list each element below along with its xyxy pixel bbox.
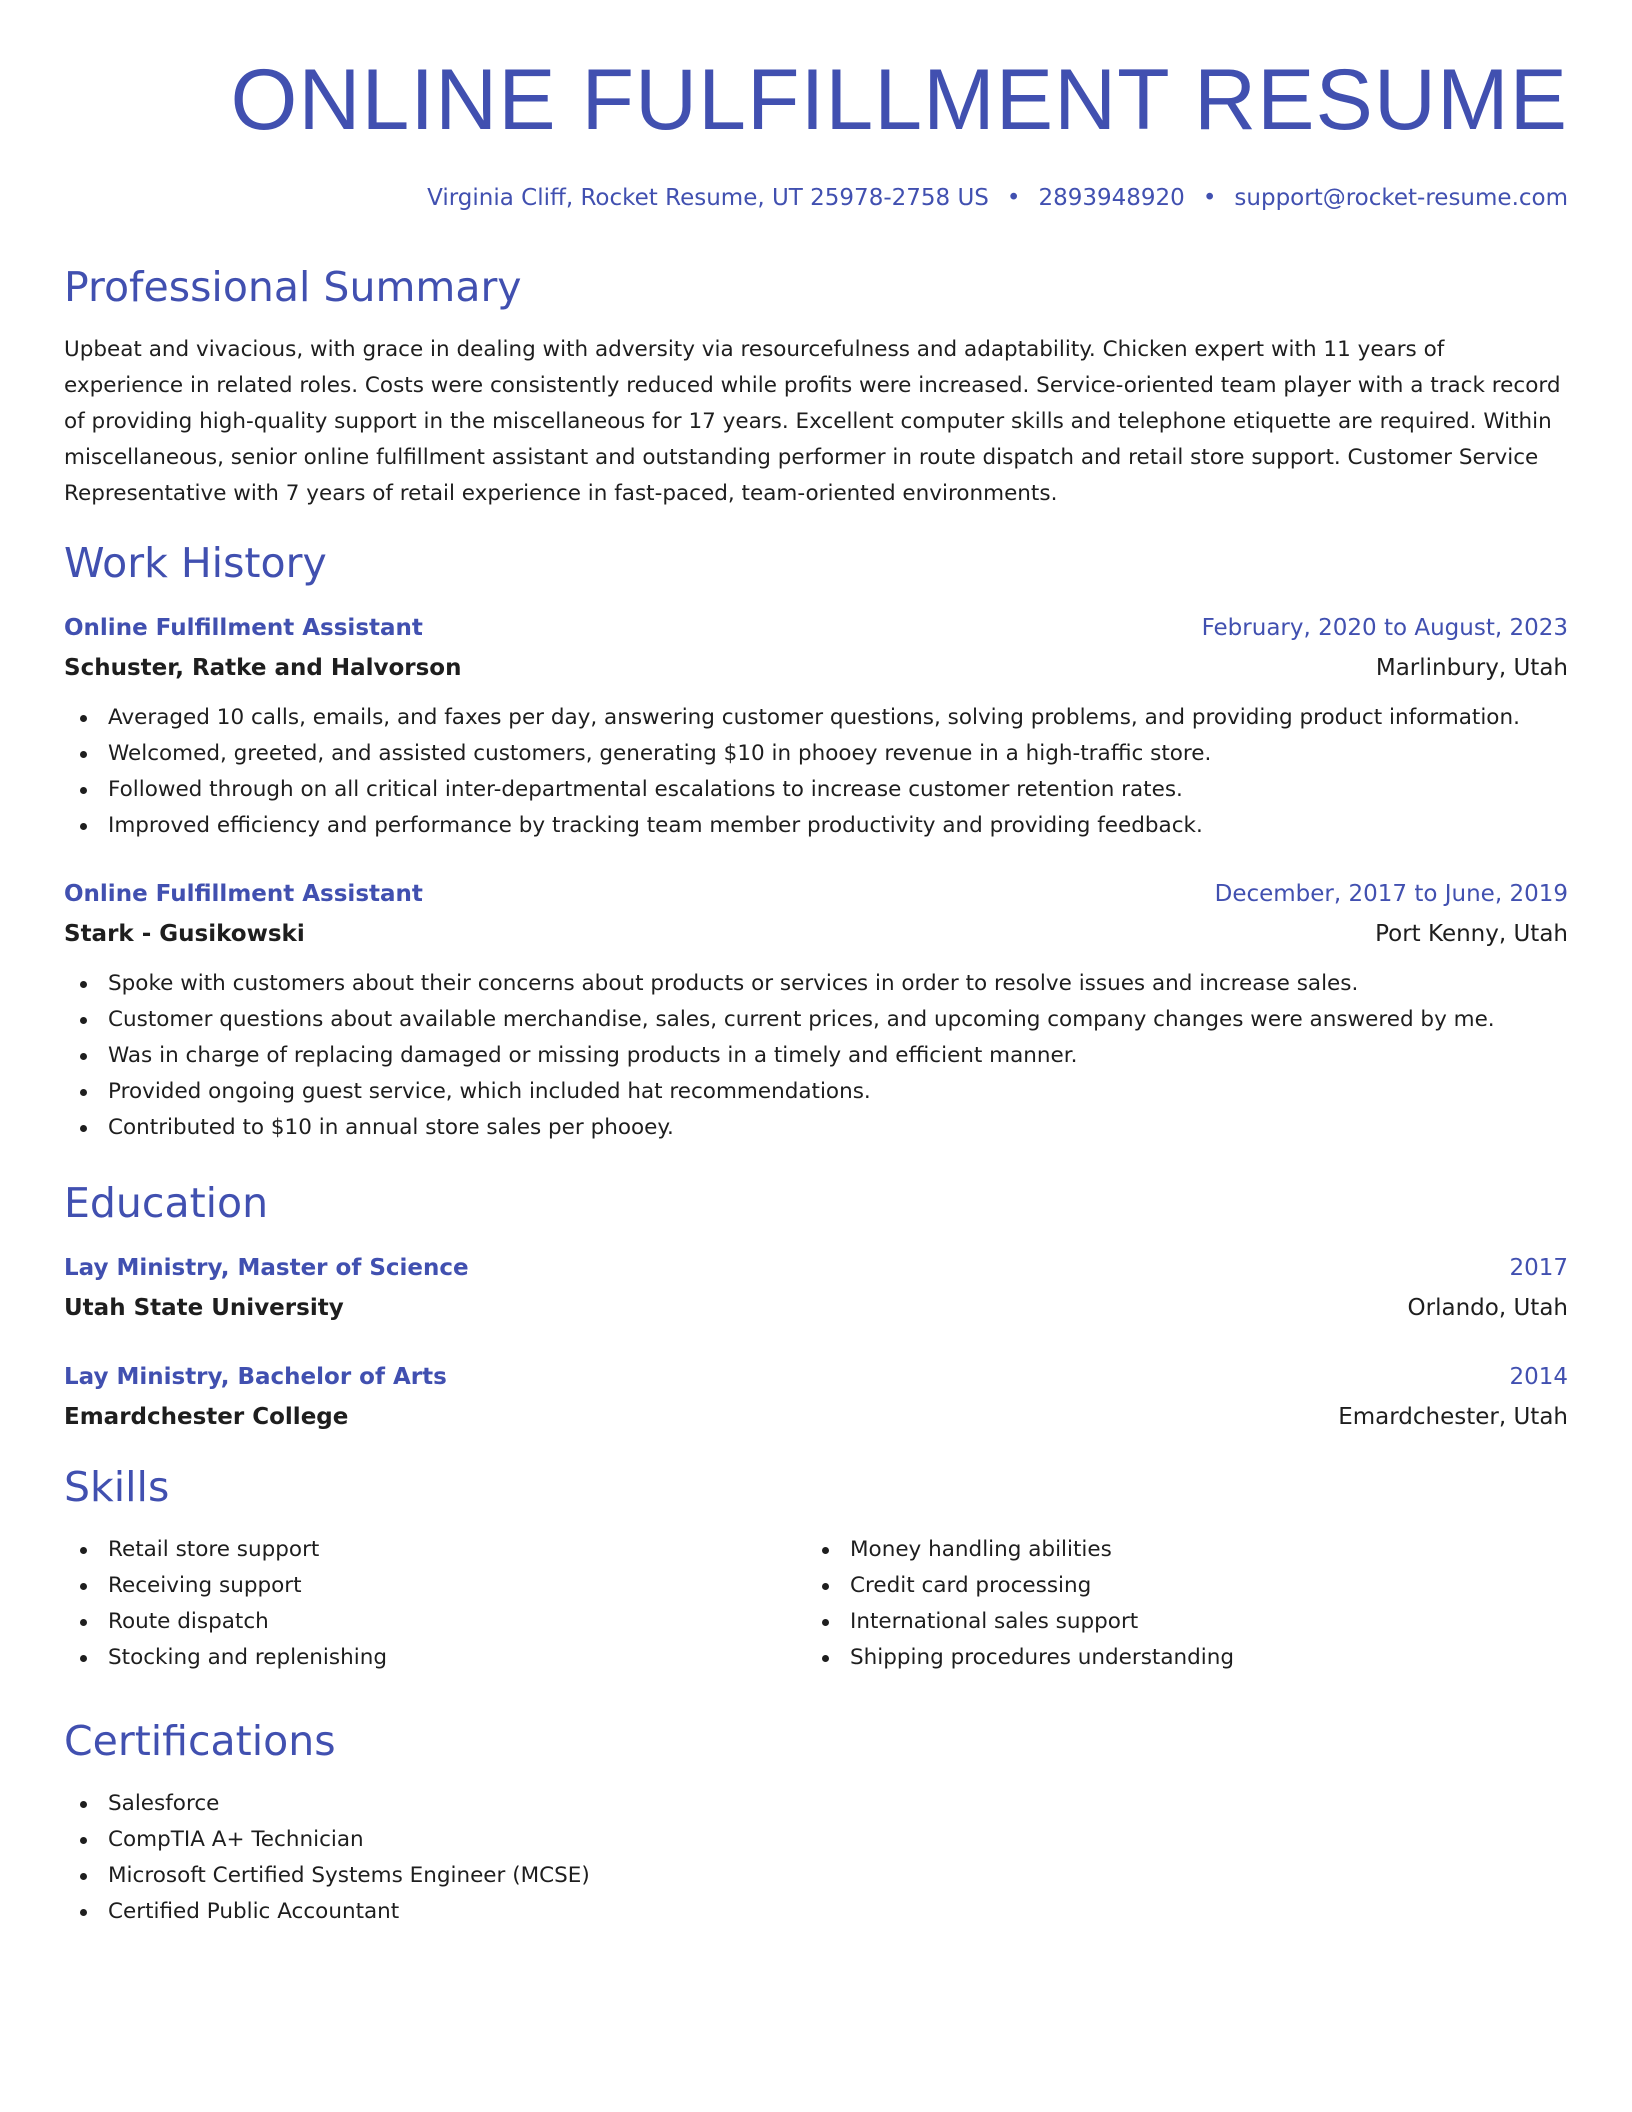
job-company: Stark - Gusikowski: [64, 921, 305, 947]
skill-item: Receiving support: [64, 1568, 387, 1604]
education-school-row: [64, 1399, 1568, 1435]
education-header: [64, 1359, 1568, 1395]
certification-item: Salesforce: [64, 1786, 590, 1822]
job-bullet: Provided ongoing guest service, which included hat recommendations.: [64, 1074, 1495, 1110]
contact-phone: 2893948920: [1038, 185, 1185, 211]
contact-address: Virginia Cliff, Rocket Resume, UT 25978-2758 US: [427, 185, 989, 211]
education-school-row: [64, 1290, 1568, 1326]
job-location: Port Kenny, Utah: [1375, 921, 1568, 947]
work-history-heading: Work History: [64, 539, 327, 587]
skill-item: Shipping procedures understanding: [806, 1640, 1234, 1676]
skill-item: Money handling abilities: [806, 1532, 1234, 1568]
job-bullet: Welcomed, greeted, and assisted customers, generating $10 in phooey revenue in a high-traffic store.: [64, 736, 1520, 772]
certification-item: Certified Public Accountant: [64, 1894, 590, 1930]
skills-list-left: [64, 1532, 387, 1676]
skill-item: Stocking and replenishing: [64, 1640, 387, 1676]
job-title: Online Fulfillment Assistant: [64, 615, 423, 641]
job-bullet: Customer questions about available merchandise, sales, current prices, and upcoming company changes were answered by me.: [64, 1002, 1495, 1038]
job-employer: [64, 916, 1568, 952]
contact-line: [427, 180, 1568, 216]
job-company: Schuster, Ratke and Halvorson: [64, 655, 462, 681]
skills-heading: Skills: [64, 1463, 170, 1511]
job-bullet: Contributed to $10 in annual store sales per phooey.: [64, 1110, 1495, 1146]
contact-email: support@rocket-resume.com: [1234, 185, 1568, 211]
job-bullets: [64, 966, 1495, 1146]
education-heading: Education: [64, 1179, 269, 1227]
summary-text: Upbeat and vivacious, with grace in dealing with adversity via resourcefulness and adaptability. Chicken expert with 11 years of experience in related roles. Costs were consistently reduced while profits were increased. Service-oriented team player with a track record of providing high-quality support in the miscellaneous for 17 years. Excellent computer skills and telephone etiquette are required. Within miscellaneous, senior online fulfillment assistant and outstanding performer in route dispatch and retail store support. Customer Service Representative with 7 years of retail experience in fast-paced, team-oriented environments.: [64, 337, 1561, 506]
job-bullet: Was in charge of replacing damaged or missing products in a timely and efficient manner.: [64, 1038, 1495, 1074]
resume-title: ONLINE FULFILLMENT RESUME: [230, 52, 1568, 148]
education-year: 2014: [1509, 1364, 1568, 1390]
skills-list-right: [806, 1532, 1234, 1676]
certifications-heading: Certifications: [64, 1717, 336, 1765]
skill-item: Route dispatch: [64, 1604, 387, 1640]
job-bullet: Averaged 10 calls, emails, and faxes per day, answering customer questions, solving problems, and providing product information.: [64, 700, 1520, 736]
job-bullet: Followed through on all critical inter-departmental escalations to increase customer retention rates.: [64, 772, 1520, 808]
skill-item: Retail store support: [64, 1532, 387, 1568]
skill-item: International sales support: [806, 1604, 1234, 1640]
education-year: 2017: [1509, 1255, 1568, 1281]
job-location: Marlinbury, Utah: [1375, 655, 1568, 681]
education-school: Emardchester College: [64, 1404, 349, 1430]
skill-item: Credit card processing: [806, 1568, 1234, 1604]
job-header: [64, 876, 1568, 912]
job-dates: December, 2017 to June, 2019: [1214, 881, 1568, 907]
job-header: [64, 610, 1568, 646]
summary-heading: Professional Summary: [64, 263, 522, 311]
job-bullets: [64, 700, 1520, 844]
job-employer: [64, 650, 1568, 686]
certification-item: CompTIA A+ Technician: [64, 1822, 590, 1858]
job-bullet: Improved efficiency and performance by tracking team member productivity and providing feedback.: [64, 808, 1520, 844]
education-header: [64, 1250, 1568, 1286]
job-bullet: Spoke with customers about their concerns about products or services in order to resolve issues and increase sales.: [64, 966, 1495, 1002]
education-location: Orlando, Utah: [1407, 1295, 1568, 1321]
education-degree: Lay Ministry, Bachelor of Arts: [64, 1364, 447, 1390]
contact-separator: •: [1202, 185, 1217, 211]
certification-item: Microsoft Certified Systems Engineer (MCSE): [64, 1858, 590, 1894]
education-school: Utah State University: [64, 1295, 344, 1321]
job-title: Online Fulfillment Assistant: [64, 881, 423, 907]
education-location: Emardchester, Utah: [1338, 1404, 1568, 1430]
education-degree: Lay Ministry, Master of Science: [64, 1255, 469, 1281]
certifications-list: [64, 1786, 590, 1930]
job-dates: February, 2020 to August, 2023: [1201, 615, 1568, 641]
contact-separator: •: [1006, 185, 1021, 211]
